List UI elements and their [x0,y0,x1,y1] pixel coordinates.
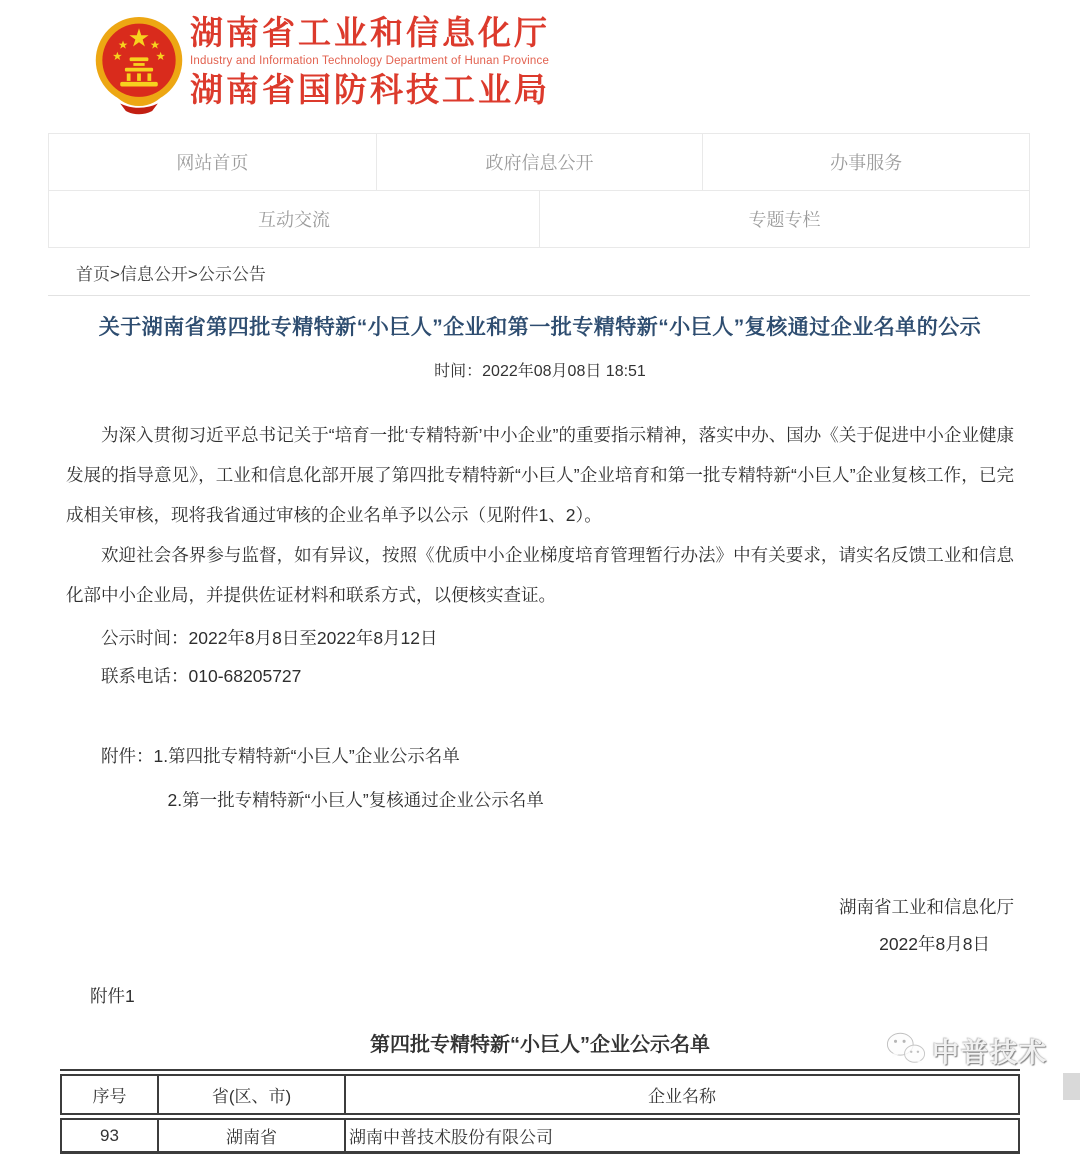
breadcrumb[interactable]: 首页>信息公开>公示公告 [48,254,1030,296]
article-time: 时间：2022年08月08日 18:51 [434,363,646,380]
watermark-text: 中普技术 [932,1038,1048,1068]
site-title-line2: 湖南省国防科技工业局 [190,71,550,108]
company-table [60,1069,1020,1154]
site-titles [190,13,550,110]
col-header-index: 序号 [61,1073,158,1117]
nav-item-special-topics[interactable]: 专题专栏 [539,191,1029,247]
nav-item-services[interactable]: 办事服务 [702,134,1029,190]
paragraph-1: 为深入贯彻习近平总书记关于“培育一批‘专精特新’中小企业”的重要指示精神，落实中办、国办《关于促进中小企业健康发展的指导意见》，工业和信息化部开展了第四批专精特新“小巨人”企业培育和第一批专精特新“小巨人”企业复核工作，已完成相关审核，现将我省通过审核的企业名单予以公示（见附件1、2）。 [66,425,1014,525]
site-header [0,0,1080,130]
col-header-province: 省(区、市) [158,1073,345,1117]
signature-date: 2022年8月8日 [879,934,990,954]
nav-row-2 [49,191,1029,247]
col-header-company: 企业名称 [345,1073,1019,1117]
scrollbar-thumb[interactable] [1063,1073,1080,1100]
site-title-line1: 湖南省工业和信息化厅 [190,14,550,51]
cell-index: 93 [61,1117,158,1153]
article-body [66,415,1014,817]
table-header-row [61,1073,1019,1117]
publicity-time: 公示时间：2022年8月8日至2022年8月12日 [101,628,438,648]
main-nav [48,133,1030,248]
nav-item-gov-info[interactable]: 政府信息公开 [376,134,703,190]
signature-block [66,889,1014,963]
attachments-list [66,739,1014,817]
table-title: 第四批专精特新“小巨人”企业公示名单 [370,1034,710,1056]
attachment-link-2[interactable]: 2.第一批专精特新“小巨人”复核通过企业公示名单 [167,790,544,810]
contact-phone: 联系电话：010-68205727 [101,666,302,686]
nav-row-1 [49,134,1029,191]
national-emblem-icon [92,13,186,115]
cell-company: 湖南中普技术股份有限公司 [345,1117,1019,1153]
article-title: 关于湖南省第四批专精特新“小巨人”企业和第一批专精特新“小巨人”复核通过企业名单的公示 [98,316,982,339]
attachment-link-1[interactable]: 附件：1.第四批专精特新“小巨人”企业公示名单 [101,746,460,766]
paragraph-2: 欢迎社会各界参与监督，如有异议，按照《优质中小企业梯度培育管理暂行办法》中有关要求，请实名反馈工业和信息化部中小企业局，并提供佐证材料和联系方式，以便核实查证。 [66,545,1014,605]
site-title-english: Industry and Information Technology Department of Hunan Province [190,55,550,67]
table-row [61,1117,1019,1153]
attachment1-label: 附件1 [90,986,135,1006]
nav-item-home[interactable]: 网站首页 [176,153,249,173]
cell-province: 湖南省 [158,1117,345,1153]
nav-item-interaction[interactable]: 互动交流 [258,210,330,230]
signature-org: 湖南省工业和信息化厅 [839,897,1014,917]
